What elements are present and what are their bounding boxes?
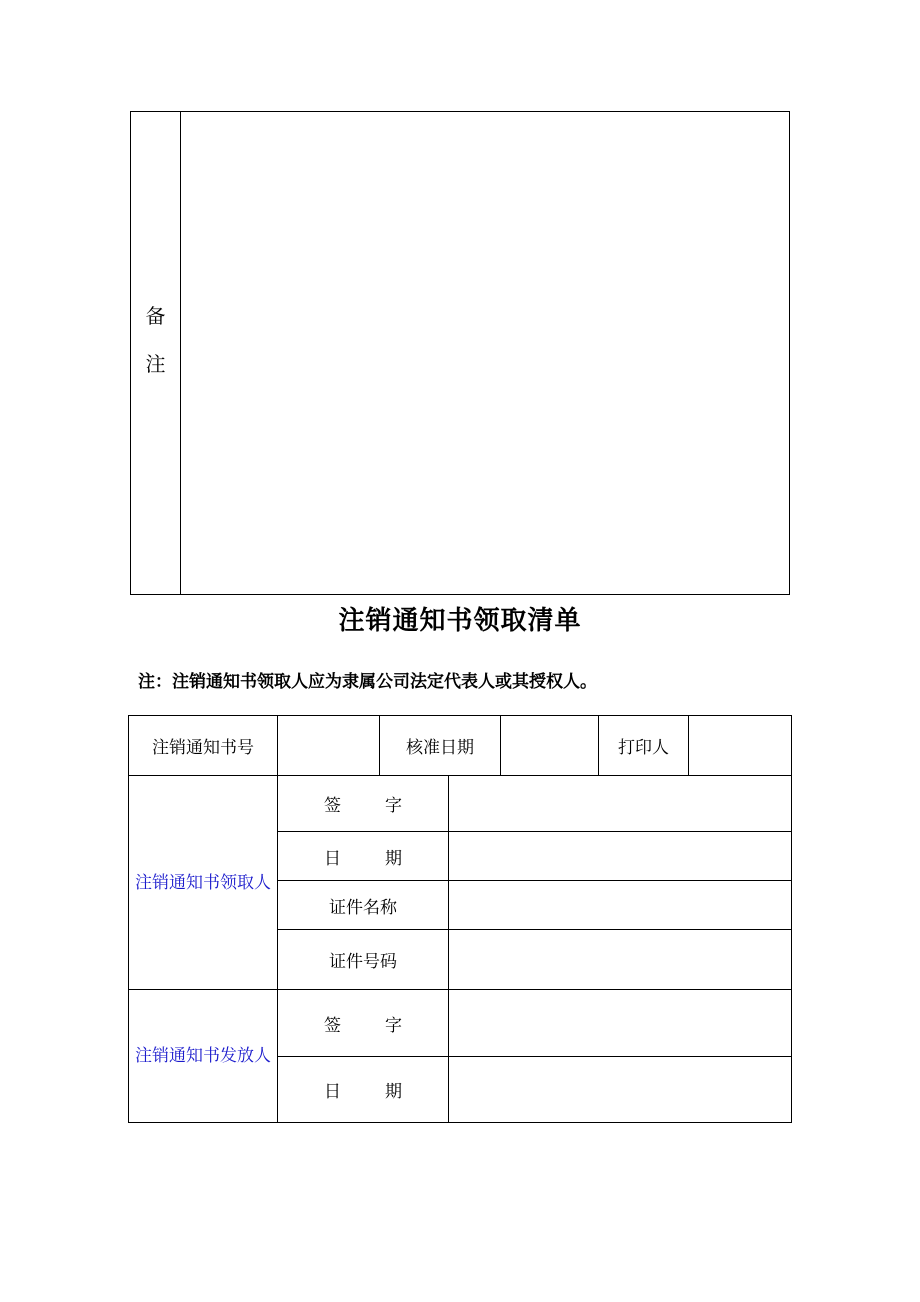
table-row — [129, 990, 792, 1057]
approval-date-label: 核准日期 — [380, 716, 501, 776]
remarks-box — [130, 111, 790, 595]
recipient-sign-field[interactable] — [449, 776, 792, 832]
issuer-date-char1: 日 — [324, 1082, 341, 1102]
issuer-sign-label — [278, 990, 449, 1057]
recipient-date-char1: 日 — [324, 848, 341, 869]
recipient-sign-char1: 签 — [324, 796, 341, 816]
receipt-note: 注：注销通知书领取人应为隶属公司法定代表人或其授权人。 — [138, 672, 597, 692]
recipient-id-name-field[interactable] — [449, 881, 792, 930]
notice-number-field[interactable] — [278, 716, 380, 776]
table-row — [129, 776, 792, 832]
remarks-input-area[interactable] — [181, 112, 789, 594]
recipient-date-char2: 期 — [385, 848, 402, 869]
notice-number-label: 注销通知书号 — [129, 716, 278, 776]
remarks-label — [131, 112, 181, 594]
issuer-sign-char2: 字 — [385, 1015, 402, 1036]
recipient-sign-char2: 字 — [385, 796, 402, 816]
recipient-id-number-label: 证件号码 — [278, 930, 449, 990]
remarks-label-char2: 注 — [145, 352, 166, 376]
printer-field[interactable] — [689, 716, 792, 776]
recipient-id-number-field[interactable] — [449, 930, 792, 990]
printer-label: 打印人 — [599, 716, 689, 776]
issuer-sign-char1: 签 — [324, 1015, 341, 1036]
approval-date-field[interactable] — [501, 716, 599, 776]
recipient-id-name-label: 证件名称 — [278, 881, 449, 930]
page-title: 注销通知书领取清单 — [338, 606, 582, 636]
issuer-sign-field[interactable] — [449, 990, 792, 1057]
issuer-date-label — [278, 1057, 449, 1123]
table-row — [129, 716, 792, 776]
recipient-date-label — [278, 832, 449, 881]
issuer-label: 注销通知书发放人 — [129, 990, 278, 1123]
receipt-table — [128, 715, 792, 1123]
recipient-date-field[interactable] — [449, 832, 792, 881]
recipient-sign-label — [278, 776, 449, 832]
issuer-date-field[interactable] — [449, 1057, 792, 1123]
issuer-date-char2: 期 — [385, 1082, 402, 1102]
recipient-label: 注销通知书领取人 — [129, 776, 278, 990]
remarks-label-char1: 备 — [145, 304, 166, 328]
